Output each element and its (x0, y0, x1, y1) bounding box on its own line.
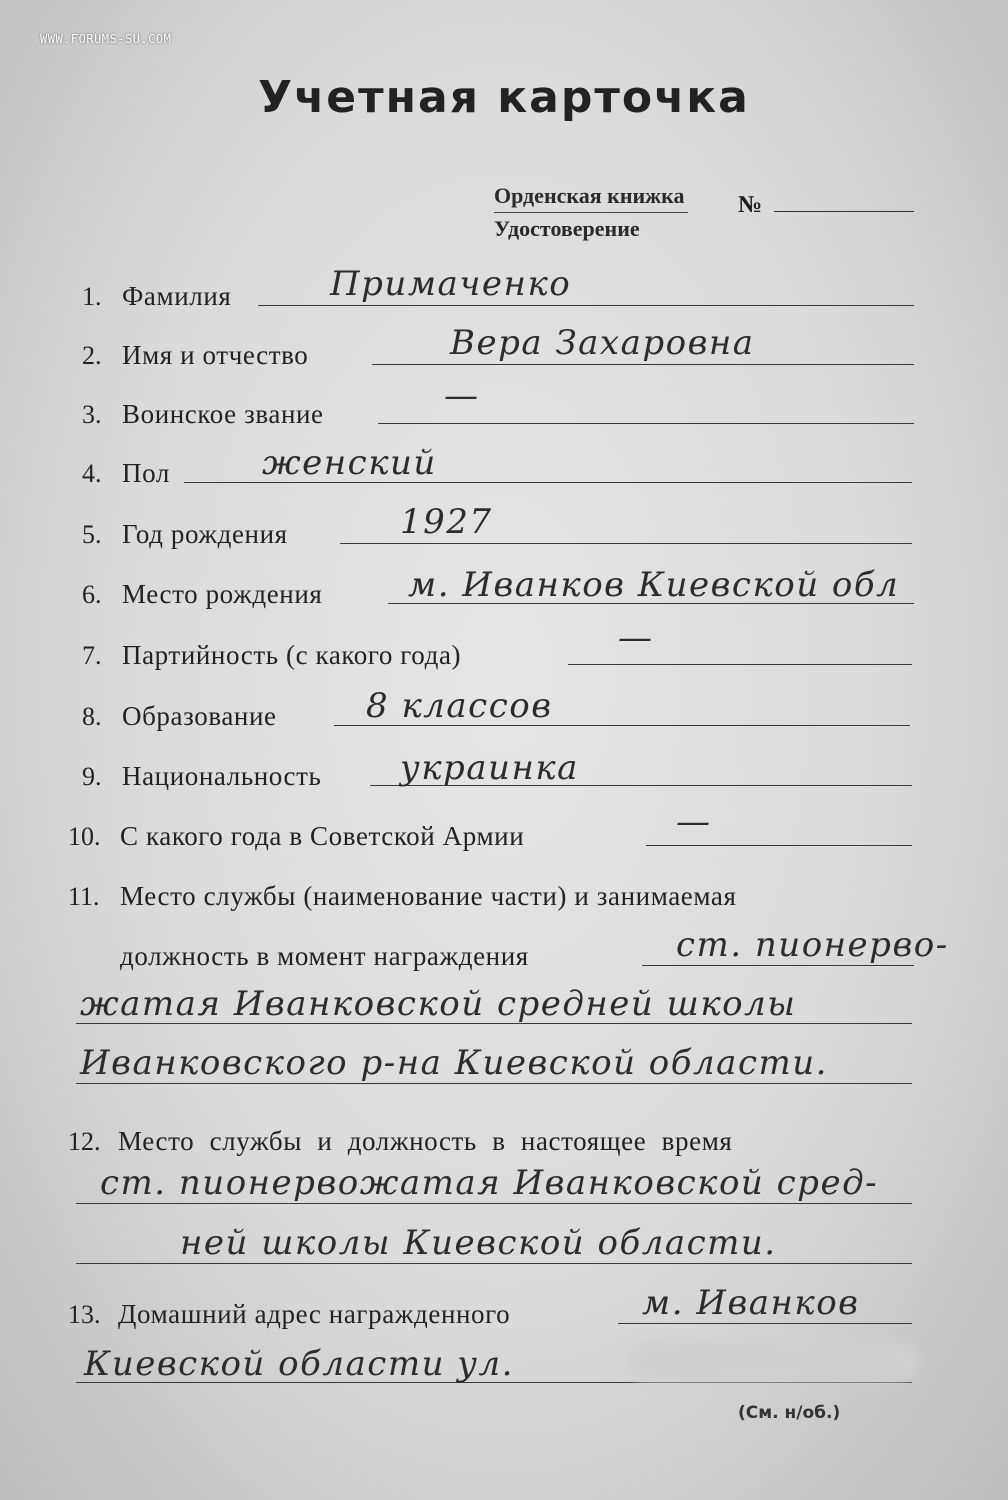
field-11-value-line3: Иванковского р-на Киевской области. (80, 1043, 828, 1083)
field-5-label: Год рождения (122, 519, 288, 549)
field-11-line3 (76, 1083, 912, 1084)
field-2-line (372, 364, 914, 365)
field-8-number: 8. (82, 702, 102, 731)
field-11-label-line2: должность в момент награждения (120, 941, 529, 971)
field-6-value: м. Иванков Киевской обл (408, 565, 900, 605)
field-2-label: Имя и отчество (122, 340, 309, 370)
field-13-number: 13. (68, 1300, 101, 1329)
number-sign: № (738, 192, 763, 218)
number-line (774, 211, 914, 212)
card-title: Учетная карточка (258, 72, 750, 123)
field-11-value-line1: ст. пионерво- (676, 925, 949, 965)
field-4-label: Пол (122, 458, 170, 488)
field-12-value-line2: ней школы Киевской области. (180, 1223, 777, 1263)
field-1-label: Фамилия (122, 281, 232, 311)
field-10-number: 10. (68, 822, 101, 851)
orden-book-label: Орденская книжка (494, 180, 688, 213)
field-3-label: Воинское звание (122, 399, 324, 429)
field-1-number: 1. (82, 282, 102, 311)
field-13-value-line1: м. Иванков (642, 1283, 860, 1323)
field-12-line1 (76, 1203, 912, 1204)
field-11-number: 11. (68, 882, 100, 911)
field-9-value: украинка (400, 748, 579, 788)
field-13-label: Домашний адрес награжденного (118, 1299, 511, 1329)
field-2-number: 2. (82, 341, 102, 370)
field-12-value-line1: ст. пионервожатая Иванковской сред- (100, 1163, 879, 1203)
redacted-address (628, 1342, 920, 1382)
field-12-number: 12. (68, 1127, 101, 1156)
see-reverse-note: (См. н/об.) (738, 1403, 841, 1423)
field-13-value-line2: Киевской области ул. (84, 1344, 514, 1384)
field-11-label-line1: Место службы (наименование части) и занимаемая (120, 881, 737, 911)
field-11-value-line2: жатая Иванковской средней школы (80, 984, 797, 1024)
field-6-label: Место рождения (122, 579, 323, 609)
field-10-label: С какого года в Советской Армии (120, 821, 525, 851)
field-9-label: Национальность (122, 761, 322, 791)
field-4-number: 4. (82, 459, 102, 488)
field-2-value: Вера Захаровна (450, 323, 755, 363)
field-7-value: — (618, 618, 654, 658)
field-10-value: — (676, 802, 712, 842)
field-3-line (378, 423, 914, 424)
field-13-line1 (618, 1323, 912, 1324)
watermark: WWW.FORUMS-SU.COM (40, 32, 172, 46)
certificate-label: Удостоверение (494, 216, 640, 241)
field-8-label: Образование (122, 701, 277, 731)
field-6-number: 6. (82, 580, 102, 609)
field-1-line (258, 305, 914, 306)
field-3-number: 3. (82, 400, 102, 429)
field-7-line (568, 664, 912, 665)
field-9-number: 9. (82, 762, 102, 791)
field-12-label: Место службы и должность в настоящее время (118, 1126, 733, 1156)
field-7-number: 7. (82, 641, 102, 670)
field-1-value: Примаченко (330, 264, 572, 304)
field-4-value: женский (262, 443, 437, 483)
orden-header (494, 180, 688, 245)
field-10-line (646, 845, 912, 846)
field-5-line (340, 543, 912, 544)
field-7-label: Партийность (с какого года) (122, 640, 462, 670)
field-11-line1 (642, 965, 914, 966)
field-5-number: 5. (82, 520, 102, 549)
field-5-value: 1927 (400, 502, 493, 542)
field-8-value: 8 классов (366, 686, 553, 726)
field-12-line2 (76, 1263, 912, 1264)
field-3-value: — (444, 376, 480, 416)
